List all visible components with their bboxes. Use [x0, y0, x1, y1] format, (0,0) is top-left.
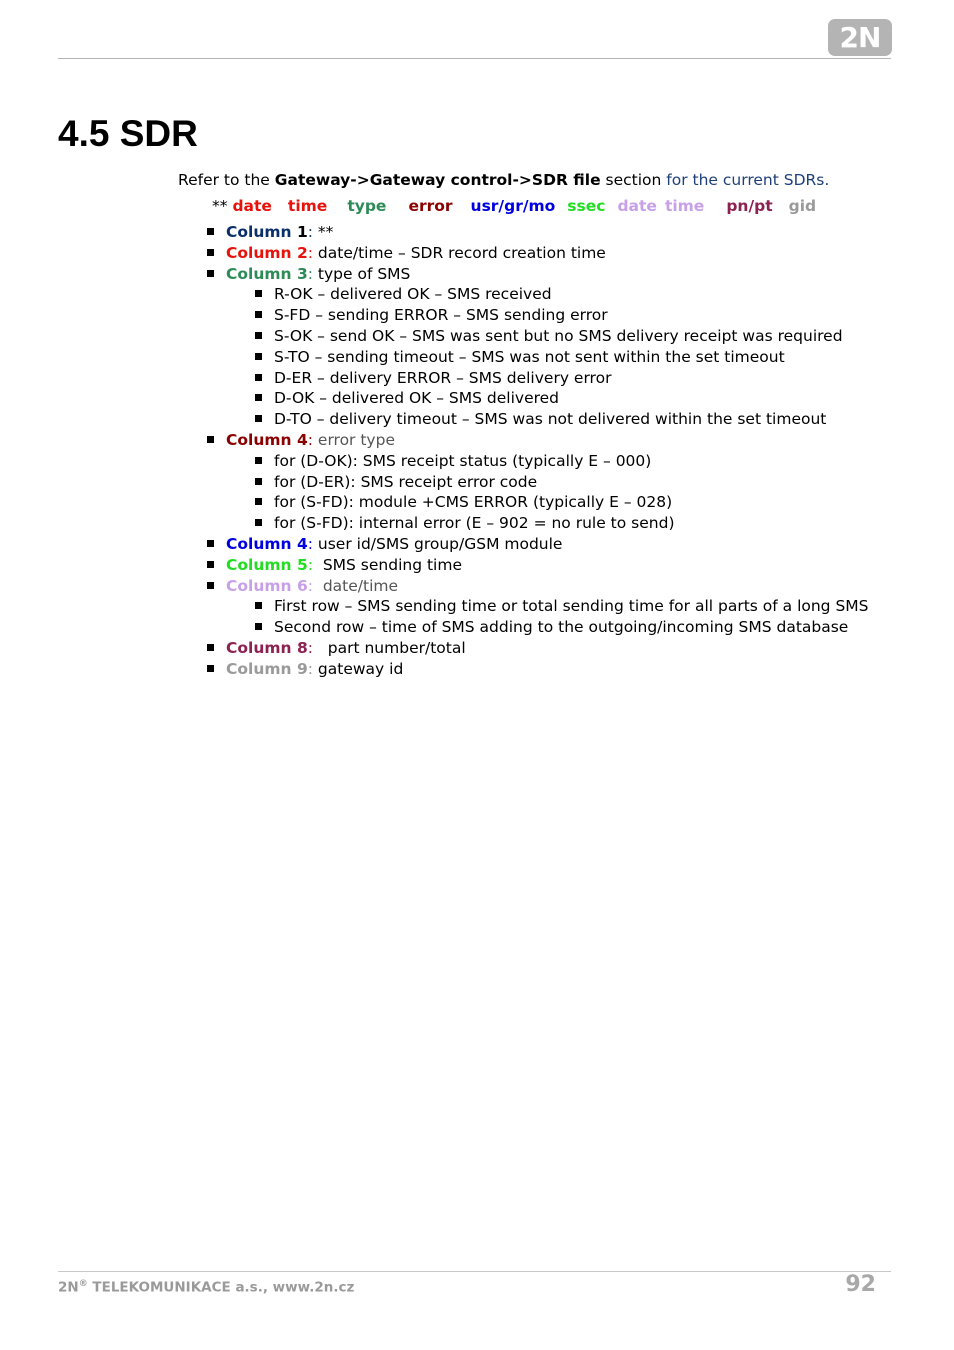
column-name: Column 2 — [226, 243, 308, 262]
column-item — [206, 264, 890, 430]
column-separator: : — [307, 555, 323, 574]
sub-list-item: D-ER – delivery ERROR – SMS delivery error — [254, 368, 890, 389]
column-item — [206, 638, 890, 659]
column-description: SMS sending time — [322, 555, 462, 574]
sub-list-item: D-TO – delivery timeout – SMS was not delivered within the set timeout — [254, 409, 890, 430]
column-description: type of SMS — [317, 264, 411, 283]
column-description: gateway id — [317, 659, 404, 678]
sdr-format-line — [212, 196, 816, 216]
format-field-3: error — [408, 197, 453, 215]
column-separator: : — [307, 243, 318, 262]
sub-list-item: for (S-FD): module +CMS ERROR (typically E – 028) — [254, 492, 890, 513]
sub-list-item: for (S-FD): internal error (E – 902 = no rule to send) — [254, 513, 890, 534]
intro-prefix: Refer to the — [178, 171, 275, 189]
column-item — [206, 243, 890, 264]
column-separator: : — [307, 534, 318, 553]
column-item — [206, 576, 890, 638]
column-description: user id/SMS group/GSM module — [317, 534, 563, 553]
column-name: Column 6 — [226, 576, 308, 595]
column-description: part number/total — [327, 638, 466, 657]
column-list — [206, 222, 890, 680]
column-separator: : — [307, 576, 323, 595]
page-number: 92 — [845, 1272, 876, 1297]
format-field-8: pn/pt — [726, 197, 773, 215]
format-field-0: date — [232, 197, 272, 215]
footer-company-text: TELEKOMUNIKACE a.s., www.2n.cz — [87, 1279, 355, 1296]
intro-middle: section — [600, 171, 667, 189]
footer-rule — [58, 1271, 891, 1272]
format-field-9: gid — [788, 197, 817, 215]
column-name: Column — [226, 223, 297, 241]
column-item — [206, 555, 890, 576]
brand-logo: 2N — [828, 19, 892, 56]
sub-list-item: S-OK – send OK – SMS was sent but no SMS delivery receipt was required — [254, 326, 890, 347]
sub-list-item: First row – SMS sending time or total sending time for all parts of a long SMS — [254, 596, 890, 617]
column-separator: : — [307, 430, 318, 449]
column-name: Column 5 — [226, 555, 308, 574]
column-description: error type — [317, 430, 395, 449]
column-description: date/time — [322, 576, 399, 595]
column-description: date/time – SDR record creation time — [317, 243, 606, 262]
sub-list-item: for (D-OK): SMS receipt status (typically E – 000) — [254, 451, 890, 472]
intro-menu-path: Gateway->Gateway control->SDR file — [274, 171, 601, 189]
column-description: ** — [317, 223, 334, 241]
sub-list-item: R-OK – delivered OK – SMS received — [254, 284, 890, 305]
sub-list-item: S-TO – sending timeout – SMS was not sent within the set timeout — [254, 347, 890, 368]
sub-list — [254, 451, 890, 534]
format-field-5: ssec — [567, 197, 606, 215]
column-separator: : — [307, 223, 318, 241]
column-separator: : — [307, 264, 318, 283]
format-field-6: date — [617, 197, 657, 215]
footer-company — [58, 1279, 354, 1296]
sub-list-item: Second row – time of SMS adding to the outgoing/incoming SMS database — [254, 617, 890, 638]
intro-link[interactable]: for the current SDRs. — [666, 171, 830, 189]
column-item — [206, 430, 890, 534]
format-field-7: time — [664, 197, 705, 215]
sub-list-item: D-OK – delivered OK – SMS delivered — [254, 388, 890, 409]
sub-list — [254, 596, 890, 638]
column-separator: : — [307, 638, 328, 657]
intro-paragraph — [178, 170, 829, 190]
registered-mark: ® — [78, 1279, 88, 1289]
sub-list-item: for (D-ER): SMS receipt error code — [254, 472, 890, 493]
sub-list — [254, 284, 890, 430]
page-title: 4.5 SDR — [58, 113, 198, 154]
column-item — [206, 659, 890, 680]
format-field-4: usr/gr/mo — [470, 197, 556, 215]
column-item — [206, 534, 890, 555]
column-name: Column 8 — [226, 638, 308, 657]
column-name: Column 4 — [226, 534, 308, 553]
column-name: Column 3 — [226, 264, 308, 283]
format-field-2: type — [347, 197, 387, 215]
column-name: Column 4 — [226, 430, 308, 449]
footer-brand: 2N — [58, 1279, 79, 1296]
sub-list-item: S-FD – sending ERROR – SMS sending error — [254, 305, 890, 326]
column-number: 1 — [296, 223, 308, 241]
header-rule — [58, 58, 891, 59]
column-item — [206, 222, 890, 243]
format-field-1: time — [287, 197, 328, 215]
column-separator: : — [307, 659, 318, 678]
format-lead: ** — [212, 197, 233, 215]
column-name: Column 9 — [226, 659, 308, 678]
